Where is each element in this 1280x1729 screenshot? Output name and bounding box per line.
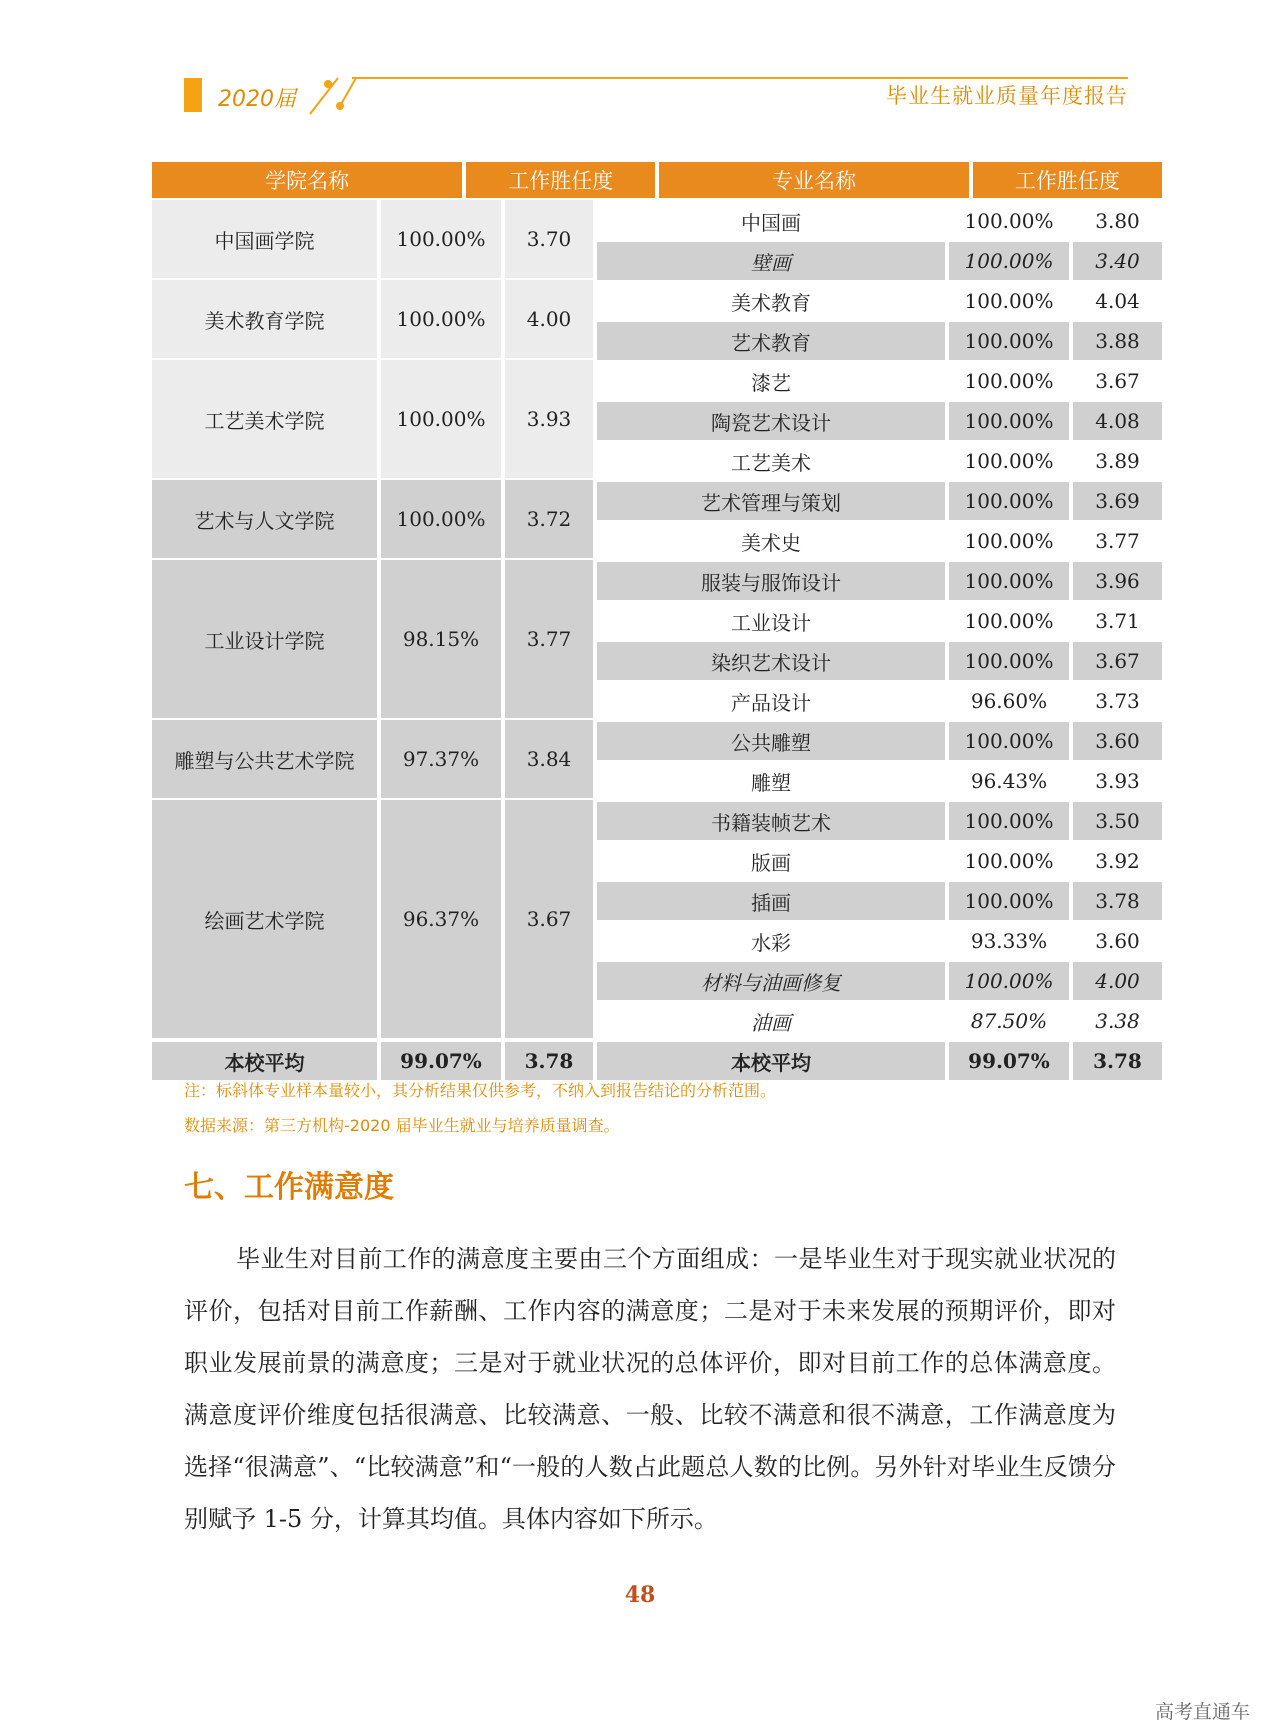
major-score: 3.67 — [1073, 642, 1162, 680]
header-college-score: 工作胜任度 — [466, 162, 655, 198]
footer-score-left: 3.78 — [505, 1042, 593, 1080]
footer-label-left: 本校平均 — [152, 1042, 377, 1080]
major-score: 3.78 — [1073, 882, 1162, 920]
college-name: 中国画学院 — [152, 200, 377, 278]
major-name: 美术教育 — [597, 282, 945, 320]
header-major-score: 工作胜任度 — [973, 162, 1162, 198]
major-rate: 100.00% — [949, 562, 1069, 600]
college-name: 艺术与人文学院 — [152, 480, 377, 558]
major-name: 壁画 — [597, 242, 945, 280]
major-score: 3.60 — [1073, 722, 1162, 760]
header-title: 毕业生就业质量年度报告 — [886, 84, 1128, 108]
college-rate: 100.00% — [381, 360, 501, 478]
major-name: 水彩 — [597, 922, 945, 960]
footer-score-right: 3.78 — [1073, 1042, 1162, 1080]
college-rate: 100.00% — [381, 200, 501, 278]
college-name: 绘画艺术学院 — [152, 800, 377, 1038]
major-score: 3.38 — [1073, 1002, 1162, 1040]
header-year: 2020届 — [218, 87, 296, 112]
major-score: 3.71 — [1073, 602, 1162, 640]
major-name: 艺术管理与策划 — [597, 482, 945, 520]
major-rate: 100.00% — [949, 442, 1069, 480]
major-rate: 100.00% — [949, 282, 1069, 320]
header-accent-bar — [184, 78, 202, 112]
major-rate: 96.60% — [949, 682, 1069, 720]
footer-rate-left: 99.07% — [381, 1042, 501, 1080]
header-decoration — [300, 70, 360, 120]
college-name: 工艺美术学院 — [152, 360, 377, 478]
major-score: 4.04 — [1073, 282, 1162, 320]
college-score: 3.93 — [505, 360, 593, 478]
major-score: 3.67 — [1073, 362, 1162, 400]
major-rate: 100.00% — [949, 602, 1069, 640]
college-rate: 98.15% — [381, 560, 501, 718]
section-paragraph: 毕业生对目前工作的满意度主要由三个方面组成：一是毕业生对于现实就业状况的评价，包括对目前工作薪酬、工作内容的满意度；二是对于未来发展的预期评价，即对职业发展前景的满意度；三是对于就业状况的总体评价，即对目前工作的总体满意度。满意度评价维度包括很满意、比较满意、一般、比较不满意和很不满意，工作满意度为选择“很满意”、“比较满意”和“一般的人数占此题总人数的比例。另外针对毕业生反馈分别赋予 1-5 分，计算其均值。具体内容如下所示。 — [184, 1245, 1116, 1533]
major-name: 书籍装帧艺术 — [597, 802, 945, 840]
major-name: 油画 — [597, 1002, 945, 1040]
college-score: 3.77 — [505, 560, 593, 718]
major-rate: 100.00% — [949, 882, 1069, 920]
major-score: 3.80 — [1073, 202, 1162, 240]
college-score: 4.00 — [505, 280, 593, 358]
major-score: 3.96 — [1073, 562, 1162, 600]
major-rate: 100.00% — [949, 842, 1069, 880]
college-rate: 96.37% — [381, 800, 501, 1038]
college-rate: 100.00% — [381, 280, 501, 358]
major-name: 工业设计 — [597, 602, 945, 640]
major-score: 3.73 — [1073, 682, 1162, 720]
major-rate: 100.00% — [949, 362, 1069, 400]
major-name: 漆艺 — [597, 362, 945, 400]
table-footer-row — [152, 1042, 1162, 1080]
college-rate: 97.37% — [381, 720, 501, 798]
major-rate: 100.00% — [949, 962, 1069, 1000]
major-score: 3.88 — [1073, 322, 1162, 360]
footer-label-right: 本校平均 — [597, 1042, 945, 1080]
major-score: 3.50 — [1073, 802, 1162, 840]
data-source: 数据来源：第三方机构-2020 届毕业生就业与培养质量调查。 — [184, 1116, 620, 1135]
college-name: 工业设计学院 — [152, 560, 377, 718]
major-name: 美术史 — [597, 522, 945, 560]
major-rate: 100.00% — [949, 802, 1069, 840]
major-name: 雕塑 — [597, 762, 945, 800]
college-score: 3.70 — [505, 200, 593, 278]
major-score: 4.08 — [1073, 402, 1162, 440]
major-score: 3.93 — [1073, 762, 1162, 800]
major-rate: 100.00% — [949, 722, 1069, 760]
major-rate: 100.00% — [949, 522, 1069, 560]
major-rate: 100.00% — [949, 482, 1069, 520]
major-name: 材料与油画修复 — [597, 962, 945, 1000]
major-name: 陶瓷艺术设计 — [597, 402, 945, 440]
major-name: 版画 — [597, 842, 945, 880]
major-score: 3.69 — [1073, 482, 1162, 520]
footer-rate-right: 99.07% — [949, 1042, 1069, 1080]
section-title: 七、工作满意度 — [184, 1170, 394, 1205]
major-rate: 100.00% — [949, 402, 1069, 440]
header-rule — [352, 77, 1128, 79]
major-score: 3.89 — [1073, 442, 1162, 480]
major-name: 服装与服饰设计 — [597, 562, 945, 600]
college-name: 雕塑与公共艺术学院 — [152, 720, 377, 798]
major-score: 3.77 — [1073, 522, 1162, 560]
major-rate: 87.50% — [949, 1002, 1069, 1040]
header-major: 专业名称 — [659, 162, 968, 198]
major-score: 3.60 — [1073, 922, 1162, 960]
major-rate: 100.00% — [949, 242, 1069, 280]
header-college: 学院名称 — [152, 162, 462, 198]
major-name: 中国画 — [597, 202, 945, 240]
major-name: 产品设计 — [597, 682, 945, 720]
college-score: 3.72 — [505, 480, 593, 558]
major-name: 插画 — [597, 882, 945, 920]
major-rate: 100.00% — [949, 202, 1069, 240]
major-score: 3.92 — [1073, 842, 1162, 880]
watermark: 高考直通车 — [1154, 1701, 1250, 1723]
major-name: 工艺美术 — [597, 442, 945, 480]
college-name: 美术教育学院 — [152, 280, 377, 358]
major-rate: 100.00% — [949, 642, 1069, 680]
major-name: 公共雕塑 — [597, 722, 945, 760]
major-score: 3.40 — [1073, 242, 1162, 280]
table-note: 注：标斜体专业样本量较小，其分析结果仅供参考，不纳入到报告结论的分析范围。 — [184, 1081, 777, 1100]
college-score: 3.84 — [505, 720, 593, 798]
major-name: 染织艺术设计 — [597, 642, 945, 680]
major-rate: 93.33% — [949, 922, 1069, 960]
major-name: 艺术教育 — [597, 322, 945, 360]
major-rate: 100.00% — [949, 322, 1069, 360]
table-header-row — [152, 162, 1162, 200]
major-rate: 96.43% — [949, 762, 1069, 800]
college-rate: 100.00% — [381, 480, 501, 558]
major-score: 4.00 — [1073, 962, 1162, 1000]
page-number: 48 — [624, 1582, 656, 1608]
college-score: 3.67 — [505, 800, 593, 1038]
